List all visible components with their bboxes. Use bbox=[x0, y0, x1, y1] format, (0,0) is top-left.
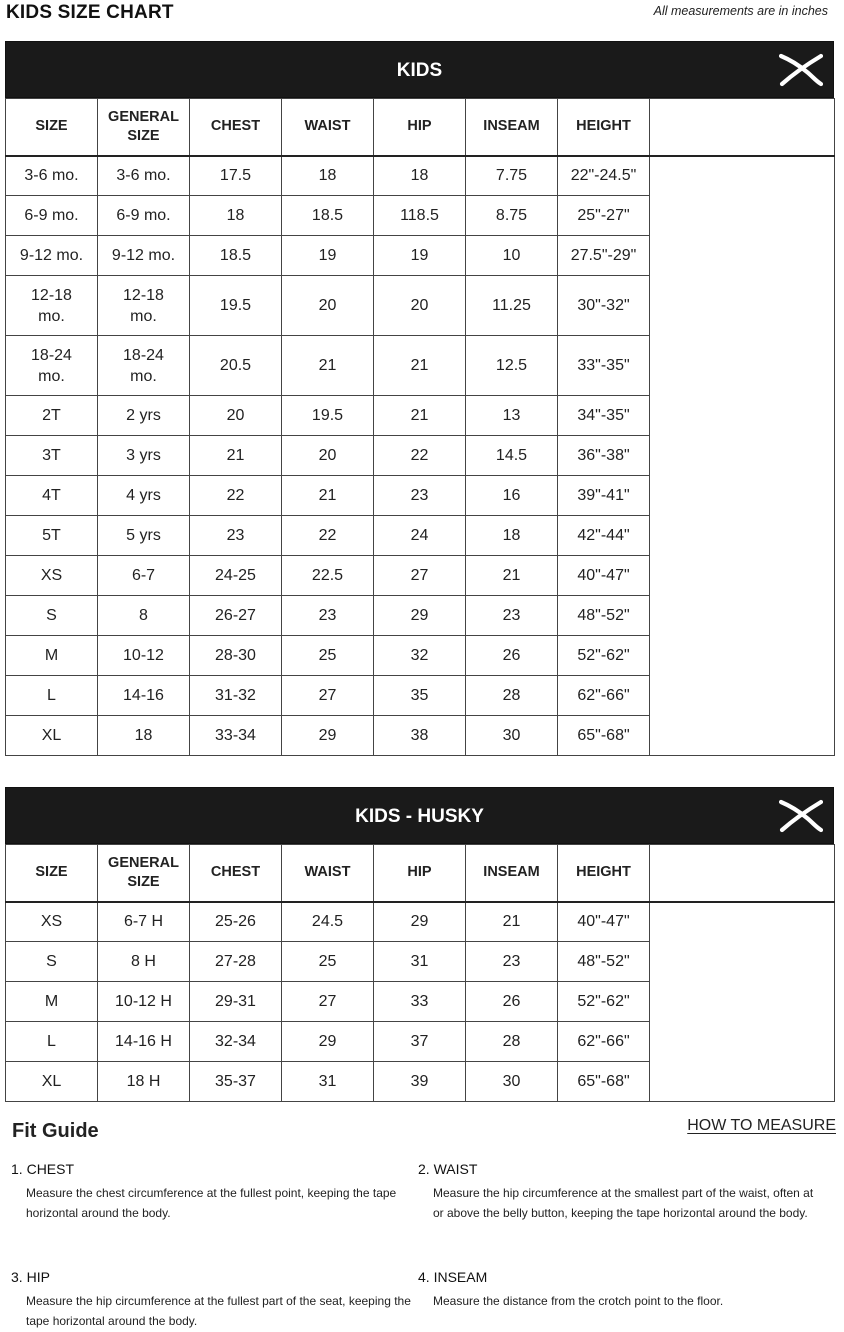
row-filler bbox=[650, 1022, 835, 1062]
guide-name: HIP bbox=[26, 1269, 50, 1285]
cell-inseam: 30 bbox=[466, 716, 558, 756]
cell-height: 25"-27" bbox=[558, 196, 650, 236]
cell-size: 3-6 mo. bbox=[6, 156, 98, 196]
cell-hip: 35 bbox=[374, 676, 466, 716]
header-filler bbox=[650, 845, 835, 902]
measurement-note: All measurements are in inches bbox=[653, 4, 828, 18]
cell-hip: 39 bbox=[374, 1062, 466, 1102]
cell-height: 40"-47" bbox=[558, 556, 650, 596]
cell-chest: 27-28 bbox=[190, 942, 282, 982]
cell-hip: 22 bbox=[374, 436, 466, 476]
table-row bbox=[6, 636, 835, 676]
cell-chest: 35-37 bbox=[190, 1062, 282, 1102]
table-row bbox=[6, 556, 835, 596]
cell-hip: 37 bbox=[374, 1022, 466, 1062]
row-filler bbox=[650, 476, 835, 516]
cell-size: 3T bbox=[6, 436, 98, 476]
cell-inseam: 21 bbox=[466, 556, 558, 596]
cell-height: 36"-38" bbox=[558, 436, 650, 476]
cell-hip: 33 bbox=[374, 982, 466, 1022]
cell-size: L bbox=[6, 676, 98, 716]
cell-inseam: 18 bbox=[466, 516, 558, 556]
page-title: KIDS SIZE CHART bbox=[6, 2, 174, 23]
table-row bbox=[6, 982, 835, 1022]
cell-height: 48"-52" bbox=[558, 942, 650, 982]
cell-chest: 19.5 bbox=[190, 276, 282, 336]
cell-waist: 22.5 bbox=[282, 556, 374, 596]
guide-number: 4. bbox=[418, 1269, 430, 1285]
column-header-hip: HIP bbox=[374, 99, 466, 156]
cell-waist: 25 bbox=[282, 636, 374, 676]
cell-chest: 24-25 bbox=[190, 556, 282, 596]
column-header-inseam: INSEAM bbox=[466, 845, 558, 902]
cell-inseam: 7.75 bbox=[466, 156, 558, 196]
cell-size: M bbox=[6, 636, 98, 676]
column-header-height: HEIGHT bbox=[558, 99, 650, 156]
cell-waist: 29 bbox=[282, 716, 374, 756]
cell-inseam: 12.5 bbox=[466, 336, 558, 396]
table-row bbox=[6, 676, 835, 716]
cell-chest: 29-31 bbox=[190, 982, 282, 1022]
fit-guide-title: Fit Guide bbox=[12, 1120, 99, 1142]
guide-description: Measure the hip circumference at the fullest part of the seat, keeping the tape horizontal around the body. bbox=[26, 1294, 411, 1328]
cell-general-size: 2 yrs bbox=[98, 396, 190, 436]
cell-inseam: 28 bbox=[466, 1022, 558, 1062]
cell-inseam: 21 bbox=[466, 902, 558, 942]
cell-height: 48"-52" bbox=[558, 596, 650, 636]
husky-size-table bbox=[5, 844, 835, 1102]
cell-chest: 23 bbox=[190, 516, 282, 556]
cell-inseam: 23 bbox=[466, 596, 558, 636]
guide-name: CHEST bbox=[26, 1161, 75, 1177]
row-filler bbox=[650, 436, 835, 476]
guide-description: Measure the distance from the crotch point to the floor. bbox=[433, 1294, 724, 1308]
column-header-height: HEIGHT bbox=[558, 845, 650, 902]
cell-general-size: 18-24 mo. bbox=[98, 336, 190, 396]
cell-general-size: 10-12 bbox=[98, 636, 190, 676]
kids-size-chart bbox=[5, 41, 834, 756]
guide-name: WAIST bbox=[433, 1161, 478, 1177]
cell-size: M bbox=[6, 982, 98, 1022]
cell-general-size: 14-16 H bbox=[98, 1022, 190, 1062]
cell-height: 65"-68" bbox=[558, 716, 650, 756]
cell-size: XS bbox=[6, 902, 98, 942]
guide-item-hip bbox=[11, 1269, 416, 1331]
cell-chest: 31-32 bbox=[190, 676, 282, 716]
cell-general-size: 3 yrs bbox=[98, 436, 190, 476]
table-row bbox=[6, 396, 835, 436]
cell-inseam: 28 bbox=[466, 676, 558, 716]
cell-height: 42"-44" bbox=[558, 516, 650, 556]
brand-logo-icon bbox=[779, 53, 823, 87]
cell-height: 52"-62" bbox=[558, 982, 650, 1022]
table-row bbox=[6, 476, 835, 516]
column-header-general-size: GENERAL SIZE bbox=[98, 845, 190, 902]
cell-hip: 118.5 bbox=[374, 196, 466, 236]
cell-size: 9-12 mo. bbox=[6, 236, 98, 276]
row-filler bbox=[650, 516, 835, 556]
cell-inseam: 8.75 bbox=[466, 196, 558, 236]
table-row bbox=[6, 1062, 835, 1102]
cell-hip: 38 bbox=[374, 716, 466, 756]
cell-hip: 29 bbox=[374, 596, 466, 636]
cell-height: 40"-47" bbox=[558, 902, 650, 942]
cell-hip: 32 bbox=[374, 636, 466, 676]
cell-height: 30"-32" bbox=[558, 276, 650, 336]
cell-general-size: 8 bbox=[98, 596, 190, 636]
cell-inseam: 30 bbox=[466, 1062, 558, 1102]
row-filler bbox=[650, 156, 835, 196]
guide-number: 2. bbox=[418, 1161, 430, 1177]
guide-item-chest bbox=[11, 1161, 416, 1223]
cell-height: 65"-68" bbox=[558, 1062, 650, 1102]
header-row bbox=[6, 845, 835, 902]
cell-hip: 21 bbox=[374, 396, 466, 436]
cell-height: 39"-41" bbox=[558, 476, 650, 516]
cell-inseam: 14.5 bbox=[466, 436, 558, 476]
cell-hip: 23 bbox=[374, 476, 466, 516]
row-filler bbox=[650, 676, 835, 716]
row-filler bbox=[650, 982, 835, 1022]
cell-chest: 28-30 bbox=[190, 636, 282, 676]
table-row bbox=[6, 236, 835, 276]
cell-general-size: 9-12 mo. bbox=[98, 236, 190, 276]
table-row bbox=[6, 516, 835, 556]
row-filler bbox=[650, 276, 835, 336]
cell-waist: 23 bbox=[282, 596, 374, 636]
cell-inseam: 11.25 bbox=[466, 276, 558, 336]
row-filler bbox=[650, 556, 835, 596]
chart-header bbox=[5, 787, 834, 844]
cell-general-size: 10-12 H bbox=[98, 982, 190, 1022]
cell-hip: 24 bbox=[374, 516, 466, 556]
cell-general-size: 18 H bbox=[98, 1062, 190, 1102]
kids-size-table bbox=[5, 98, 835, 756]
cell-waist: 29 bbox=[282, 1022, 374, 1062]
table-row bbox=[6, 1022, 835, 1062]
cell-chest: 33-34 bbox=[190, 716, 282, 756]
cell-general-size: 6-9 mo. bbox=[98, 196, 190, 236]
cell-general-size: 6-7 bbox=[98, 556, 190, 596]
table-row bbox=[6, 436, 835, 476]
chart-title: KIDS bbox=[396, 60, 443, 81]
cell-inseam: 16 bbox=[466, 476, 558, 516]
cell-inseam: 26 bbox=[466, 636, 558, 676]
cell-general-size: 5 yrs bbox=[98, 516, 190, 556]
cell-waist: 25 bbox=[282, 942, 374, 982]
guide-number: 3. bbox=[11, 1269, 23, 1285]
header-row bbox=[6, 99, 835, 156]
cell-size: S bbox=[6, 596, 98, 636]
row-filler bbox=[650, 1062, 835, 1102]
cell-height: 52"-62" bbox=[558, 636, 650, 676]
row-filler bbox=[650, 396, 835, 436]
cell-chest: 21 bbox=[190, 436, 282, 476]
cell-size: 6-9 mo. bbox=[6, 196, 98, 236]
cell-chest: 18 bbox=[190, 196, 282, 236]
cell-hip: 29 bbox=[374, 902, 466, 942]
header-filler bbox=[650, 99, 835, 156]
cell-waist: 27 bbox=[282, 982, 374, 1022]
cell-size: 2T bbox=[6, 396, 98, 436]
table-row bbox=[6, 596, 835, 636]
cell-waist: 21 bbox=[282, 476, 374, 516]
cell-height: 22"-24.5" bbox=[558, 156, 650, 196]
table-row bbox=[6, 196, 835, 236]
cell-hip: 27 bbox=[374, 556, 466, 596]
cell-chest: 25-26 bbox=[190, 902, 282, 942]
row-filler bbox=[650, 596, 835, 636]
table-row bbox=[6, 276, 835, 336]
cell-height: 33"-35" bbox=[558, 336, 650, 396]
cell-chest: 17.5 bbox=[190, 156, 282, 196]
column-header-chest: CHEST bbox=[190, 845, 282, 902]
chart-header bbox=[5, 41, 834, 98]
cell-size: 5T bbox=[6, 516, 98, 556]
guide-item-inseam bbox=[418, 1269, 823, 1311]
cell-height: 34"-35" bbox=[558, 396, 650, 436]
column-header-waist: WAIST bbox=[282, 845, 374, 902]
cell-waist: 21 bbox=[282, 336, 374, 396]
cell-inseam: 26 bbox=[466, 982, 558, 1022]
cell-waist: 20 bbox=[282, 276, 374, 336]
table-row bbox=[6, 942, 835, 982]
cell-height: 27.5"-29" bbox=[558, 236, 650, 276]
cell-general-size: 8 H bbox=[98, 942, 190, 982]
row-filler bbox=[650, 236, 835, 276]
cell-hip: 31 bbox=[374, 942, 466, 982]
cell-size: S bbox=[6, 942, 98, 982]
cell-chest: 26-27 bbox=[190, 596, 282, 636]
column-header-general-size: GENERAL SIZE bbox=[98, 99, 190, 156]
row-filler bbox=[650, 636, 835, 676]
cell-general-size: 18 bbox=[98, 716, 190, 756]
column-header-inseam: INSEAM bbox=[466, 99, 558, 156]
cell-general-size: 14-16 bbox=[98, 676, 190, 716]
cell-size: 12-18 mo. bbox=[6, 276, 98, 336]
guide-number: 1. bbox=[11, 1161, 23, 1177]
cell-waist: 27 bbox=[282, 676, 374, 716]
cell-size: 4T bbox=[6, 476, 98, 516]
cell-chest: 32-34 bbox=[190, 1022, 282, 1062]
cell-hip: 20 bbox=[374, 276, 466, 336]
cell-waist: 19 bbox=[282, 236, 374, 276]
husky-size-chart bbox=[5, 787, 834, 1102]
table-row bbox=[6, 336, 835, 396]
cell-size: 18-24 mo. bbox=[6, 336, 98, 396]
cell-height: 62"-66" bbox=[558, 1022, 650, 1062]
cell-waist: 19.5 bbox=[282, 396, 374, 436]
cell-waist: 20 bbox=[282, 436, 374, 476]
column-header-size: SIZE bbox=[6, 845, 98, 902]
guide-description: Measure the hip circumference at the smallest part of the waist, often at or above the belly button, keeping the tape horizontal around the body. bbox=[433, 1186, 814, 1220]
how-to-measure-link[interactable]: HOW TO MEASURE bbox=[687, 1117, 836, 1134]
row-filler bbox=[650, 196, 835, 236]
table-row bbox=[6, 156, 835, 196]
cell-size: XL bbox=[6, 716, 98, 756]
cell-general-size: 6-7 H bbox=[98, 902, 190, 942]
cell-waist: 24.5 bbox=[282, 902, 374, 942]
cell-waist: 31 bbox=[282, 1062, 374, 1102]
cell-size: XS bbox=[6, 556, 98, 596]
row-filler bbox=[650, 336, 835, 396]
cell-size: L bbox=[6, 1022, 98, 1062]
cell-general-size: 4 yrs bbox=[98, 476, 190, 516]
cell-chest: 22 bbox=[190, 476, 282, 516]
cell-chest: 18.5 bbox=[190, 236, 282, 276]
row-filler bbox=[650, 902, 835, 942]
cell-hip: 21 bbox=[374, 336, 466, 396]
brand-logo-icon bbox=[779, 799, 823, 833]
row-filler bbox=[650, 716, 835, 756]
chart-title: KIDS - HUSKY bbox=[355, 806, 484, 827]
cell-chest: 20 bbox=[190, 396, 282, 436]
cell-hip: 18 bbox=[374, 156, 466, 196]
cell-general-size: 12-18 mo. bbox=[98, 276, 190, 336]
cell-waist: 18.5 bbox=[282, 196, 374, 236]
row-filler bbox=[650, 942, 835, 982]
cell-waist: 18 bbox=[282, 156, 374, 196]
table-row bbox=[6, 716, 835, 756]
column-header-chest: CHEST bbox=[190, 99, 282, 156]
column-header-hip: HIP bbox=[374, 845, 466, 902]
cell-hip: 19 bbox=[374, 236, 466, 276]
cell-inseam: 13 bbox=[466, 396, 558, 436]
cell-general-size: 3-6 mo. bbox=[98, 156, 190, 196]
table-row bbox=[6, 902, 835, 942]
cell-chest: 20.5 bbox=[190, 336, 282, 396]
cell-waist: 22 bbox=[282, 516, 374, 556]
cell-size: XL bbox=[6, 1062, 98, 1102]
column-header-waist: WAIST bbox=[282, 99, 374, 156]
cell-height: 62"-66" bbox=[558, 676, 650, 716]
cell-inseam: 23 bbox=[466, 942, 558, 982]
column-header-size: SIZE bbox=[6, 99, 98, 156]
guide-name: INSEAM bbox=[433, 1269, 488, 1285]
cell-inseam: 10 bbox=[466, 236, 558, 276]
guide-description: Measure the chest circumference at the fullest point, keeping the tape horizontal around the body. bbox=[26, 1186, 397, 1220]
guide-item-waist bbox=[418, 1161, 823, 1223]
